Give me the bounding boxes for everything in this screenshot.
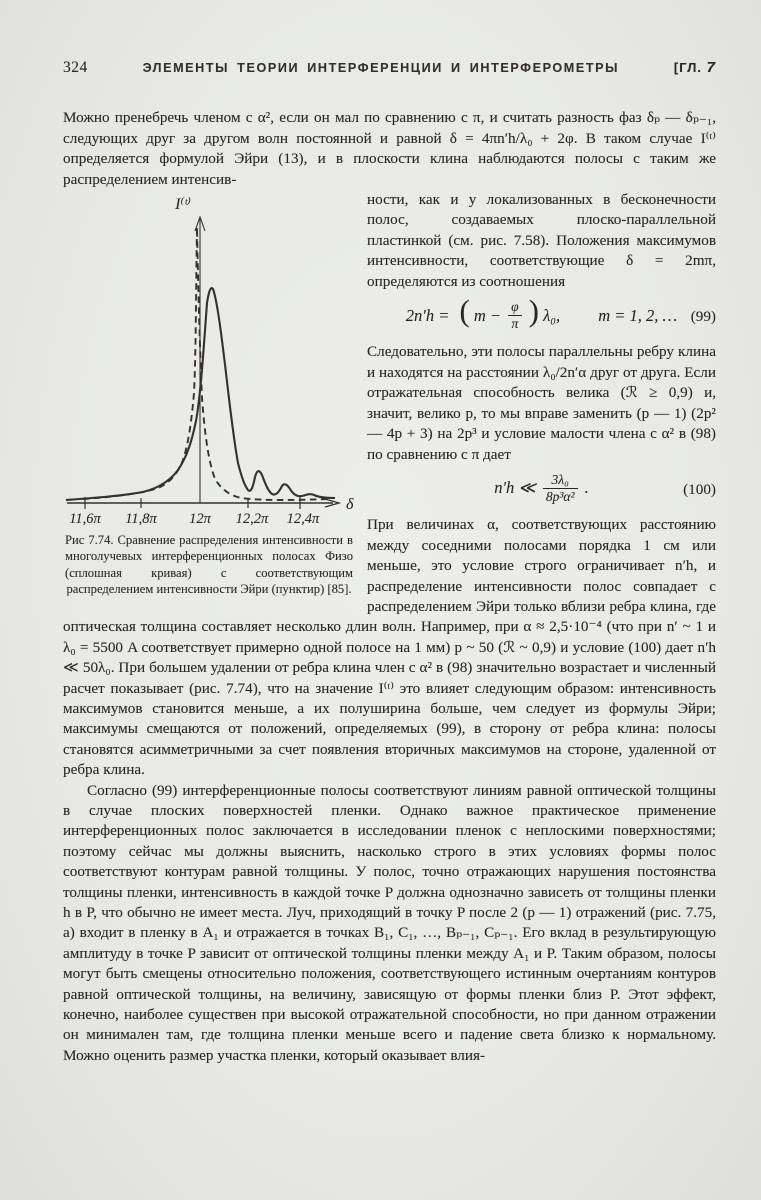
airy-dashed-curve <box>83 227 331 500</box>
paragraph-intro: Можно пренебречь членом с α², если он мал по сравнению с π, и считать разность фаз δₚ — δₚ₋₁, следующих друг за другом волн постоянной и равной δ = 4πn′h/λ₀ + 2φ. В таком случае I⁽ᵗ⁾ определяется формулой Эйри (13), и в плоскости клина наблюдаются полосы с таким же распределением интенсив- <box>63 109 716 188</box>
figure-caption: Рис 7.74. Сравнение распределения интенсивности в многолучевых интерференционных полосах Физо (сплошная кривая) с соответствующим распределением интенсивности Эйри (пунктир) [85]. <box>65 533 353 597</box>
eq99-fraction <box>508 300 521 331</box>
x-tick-label: 12,2π <box>235 511 269 526</box>
eq100-lhs: n′h ≪ <box>494 478 536 498</box>
equation-100-number: (100) <box>683 480 716 498</box>
eq99-open-paren: ( <box>459 293 470 328</box>
eq99-minuend: m − <box>473 305 502 325</box>
figure-7-74 <box>63 193 355 598</box>
eq99-rhs: λ₀, <box>543 305 561 325</box>
equation-99 <box>63 293 716 332</box>
eq100-frac-numerator: 3λ₀ <box>543 473 578 489</box>
eq99-condition: m = 1, 2, … <box>598 305 678 325</box>
y-axis-label: I⁽ᵗ⁾ <box>175 196 191 214</box>
paragraph-alpha-values: При величинах α, соответствующих расстоянию между соседними полосами порядка 1 см или меньше, это условие строго ограничивает n′h, и распределение интенсивности полос совпадает с распределением Эйри только вблизи ребра клина, где оптическая толщина составляет несколько длин волн. Например, при α ≈ 2,5·10⁻⁴ (что при n′ ~ 1 и λ₀ = 5500 A соответствует примерно одной полосе на 1 мм) p ~ 50 (ℛ ~ 0,9) и условие (100) дает n′h ≪ 50λ₀. При большем удалении от ребра клина член с α² в (98) значительно возрастает и численный расчет показывает (рис. 7.74), что на значение I⁽ᵗ⁾ это влияет следующим образом: интенсивность максимумов становится меньше, а их полуширина больше, чем следует из формулы Эйри; максимумы смещаются от положений, определяемых (99), в сторону от ребра клина: полосы становятся асимметричными за счет появления вторичных максимумов на стороне, удаленной от ребра клина. <box>63 516 716 779</box>
running-title: ЭЛЕМЕНТЫ ТЕОРИИ ИНТЕРФЕРЕНЦИИ И ИНТЕРФЕРОМЕТРЫ <box>142 61 620 75</box>
equation-99-body <box>405 293 678 332</box>
x-tick-label: 11,6π <box>69 511 101 526</box>
paragraph-wrap: ности, как и у локализованных в бесконечности полос, создаваемых плоско-параллельной пластинкой (см. рис. 7.58). Положения максимумов интенсивности, соответствующие δ = 2mπ, определяются из соотношения <box>367 191 716 290</box>
x-tick-label: 11,8π <box>125 511 157 526</box>
eq100-fraction <box>543 473 578 504</box>
x-tick-label: 12,4π <box>286 511 320 526</box>
chapter-label <box>674 58 716 78</box>
equation-100 <box>63 471 716 505</box>
chapter-number: 7 <box>706 59 716 76</box>
equation-99-number: (99) <box>690 307 716 325</box>
page-header <box>63 58 716 78</box>
x-axis-label: δ <box>346 496 354 514</box>
eq99-close-paren: ) <box>528 293 539 328</box>
eq99-frac-denominator: π <box>511 316 519 332</box>
page-number: 324 <box>63 59 88 76</box>
eq100-frac-denominator: 8p³α² <box>545 489 575 505</box>
x-tick-label: 12π <box>189 511 211 526</box>
chapter-prefix: [ГЛ. <box>673 60 703 75</box>
equation-100-body <box>494 471 589 505</box>
eq100-tail: . <box>584 478 589 498</box>
eq99-frac-numerator: φ <box>508 300 521 316</box>
paragraph-wedge: Следовательно, эти полосы параллельны ребру клина и находятся на расстоянии λ₀/2n′α друг от друга. Если отражательная способность велика (ℛ ≥ 0,9) и, значит, велико p, то мы вправе заменить (p — 1) (2p² — 4p + 3) на 2p³ и условие малости члена с α² в (98) по сравнению с π дает <box>367 343 716 463</box>
eq99-lhs: 2n′h = <box>405 305 450 325</box>
paragraph-equal-thickness: Согласно (99) интерференционные полосы соответствуют линиям равной оптической толщины в случае плоских поверхностей пленки. Однако важное практическое применение интерференционных полос заключается в исследовании пленок с неплоскими поверхностями; поэтому сейчас мы должны выяснить, насколько строго в этих условиях формы полос соответствуют контурам равной толщины. У полос, точно отражающих нарушения постоянства толщины пленки, интенсивность в каждой точке P должна однозначно зависеть от толщины пленки h в P, что обычно не имеет места. Луч, приходящий в точку P после 2 (p — 1) отражений (рис. 7.75, а) входит в пленку в A₁ и отражается в точках B₁, C₁, …, Bₚ₋₁, Cₚ₋₁. Его вклад в результирующую амплитуду в точке P зависит от оптической толщины пленки между A₁ и P. Таким образом, полосы могут быть смещены относительно положения, соответствующего истинным очертаниям контуров равной оптической толщины, на величину, зависящую от формы пленки близ P. Этот эффект, конечно, наиболее существен при высокой отражательной способности, но при данном отражении он минимален там, где толщина пленки меньше всего и падение света близко к нормальному. Можно оценить размер участка пленки, который оказывает влия- <box>63 781 716 1064</box>
